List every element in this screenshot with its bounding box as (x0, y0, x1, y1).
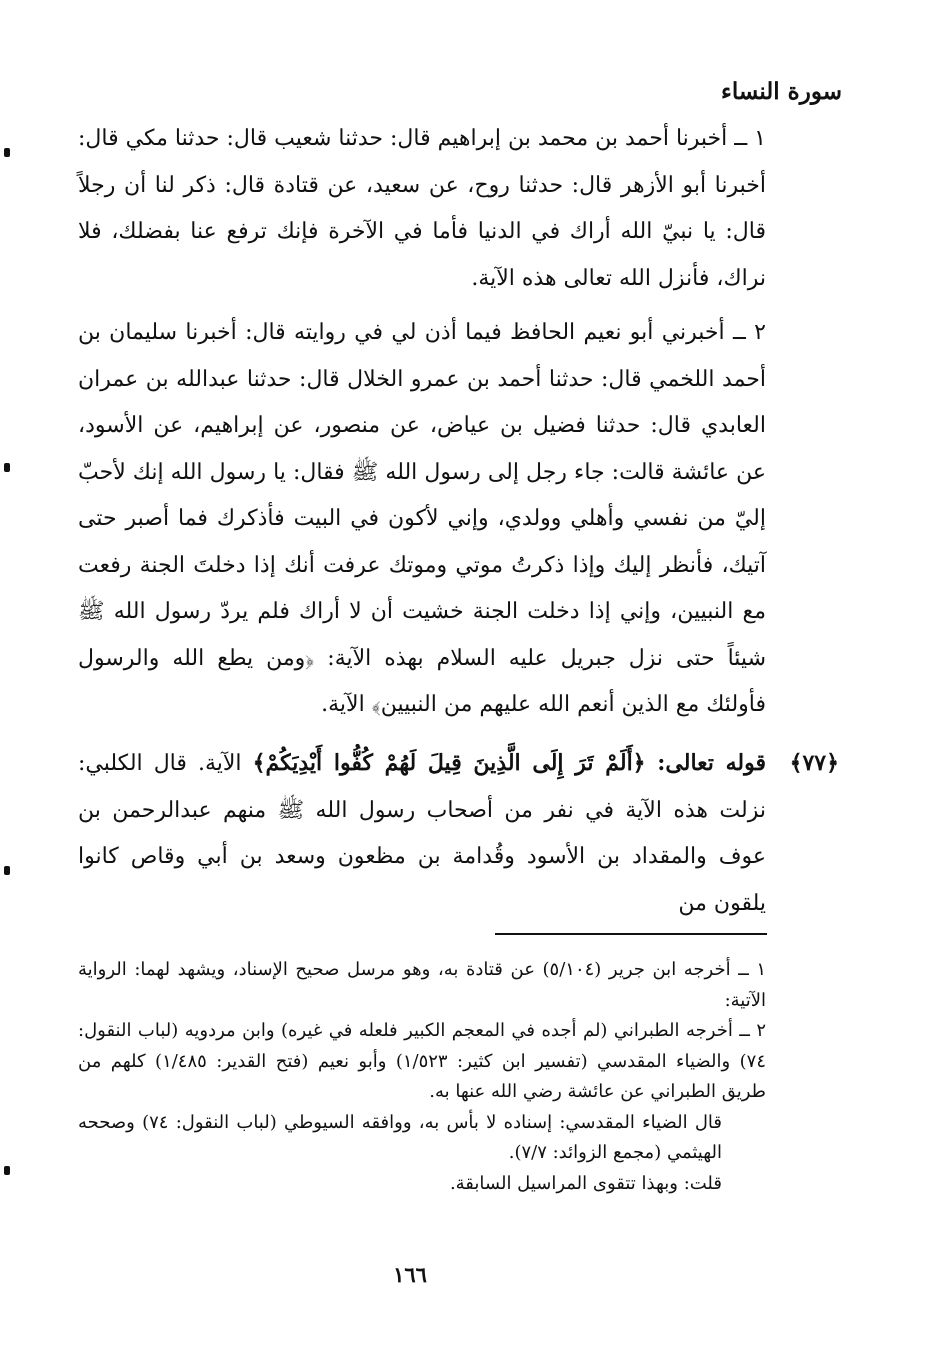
paragraph-3-text: الآية. قال الكلبي: نزلت هذه الآية في نفر من أصحاب رسول الله ﷺ منهم عبدالرحمن بن عوف والمقداد بن الأسود وقُدامة بن مظعون وسعد بن أبي وقاص كانوا يلقون من (78, 751, 766, 916)
footnote-divider (495, 933, 767, 935)
verse-number-marker: ﴿٧٧﴾ (789, 750, 839, 776)
scan-mark (4, 463, 10, 472)
scan-mark (4, 1166, 10, 1175)
footnote-2-comment: قال الضياء المقدسي: إسناده لا بأس به، ووافقه السيوطي (لباب النقول: ٧٤) وصححه الهيثمي (مجمع الزوائد: ٧/٧). (78, 1111, 723, 1163)
paragraph-1: ١ ــ أخبرنا أحمد بن محمد بن إبراهيم قال: حدثنا شعيب قال: حدثنا مكي قال: أخبرنا أبو الأزهر قال: حدثنا روح، عن سعيد، عن قتادة قال: ذكر لنا أن رجلاً قال: يا نبيّ الله أراك في الدنيا فأما في الآخرة فإنك ترفع عنا بفضلك، فلا نراك، فأنزل الله تعالى هذه الآية. (78, 126, 766, 291)
page-number: ١٦٦ (393, 1262, 427, 1287)
verse-heading: قوله تعالى: ﴿أَلَمْ تَرَ إِلَى الَّذِينَ قِيلَ لَهُمْ كُفُّوا أَيْدِيَكُمْ﴾ (252, 750, 766, 776)
footnote-1: ١ ــ أخرجه ابن جرير (٥/١٠٤) عن قتادة به، وهو مرسل صحيح الإسناد، ويشهد لهما: الرواية الآتية: (78, 959, 766, 1011)
footnotes (78, 955, 766, 1199)
surah-title: سورة النساء (721, 78, 842, 105)
footnote-2-conclusion: قلت: وبهذا تتقوى المراسيل السابقة. (449, 1172, 722, 1194)
paragraph-2: ٢ ــ أخبرني أبو نعيم الحافظ فيما أذن لي في روايته قال: أخبرنا سليمان بن أحمد اللخمي قال: حدثنا أحمد بن عمرو الخلال قال: حدثنا عبدالله بن عمران العابدي قال: حدثنا فضيل بن عياض، عن منصور، عن إبراهيم، عن الأسود، عن عائشة قالت: جاء رجل إلى رسول الله ﷺ فقال: يا رسول الله إنك لأحبّ إليّ من نفسي وأهلي وولدي، وإني لأكون في البيت فأذكرك فما أصبر حتى آتيك، فأنظر إليك وإذا ذكرتُ موتي وموتك عرفت أنك إذا دخلتَ الجنة رفعت مع النبيين، وإني إذا دخلت الجنة خشيت أن لا أراك فلم يردّ رسول الله ﷺ شيئاً حتى نزل جبريل عليه السلام بهذه الآية: ﴿ومن يطع الله والرسول فأولئك مع الذين أنعم الله عليهم من النبيين﴾ الآية. (78, 320, 766, 717)
scan-mark (4, 148, 10, 157)
footnote-2: ٢ ــ أخرجه الطبراني (لم أجده في المعجم الكبير فلعله في غيره) وابن مردويه (لباب النقول: ٧٤) والضياء المقدسي (تفسير ابن كثير: ١/٥٢٣) وأبو نعيم (فتح القدير: ١/٤٨٥) كلهم من طريق الطبراني عن عائشة رضي الله عنها به. (78, 1020, 767, 1102)
paragraph-3 (78, 740, 766, 927)
scan-mark (4, 866, 10, 875)
